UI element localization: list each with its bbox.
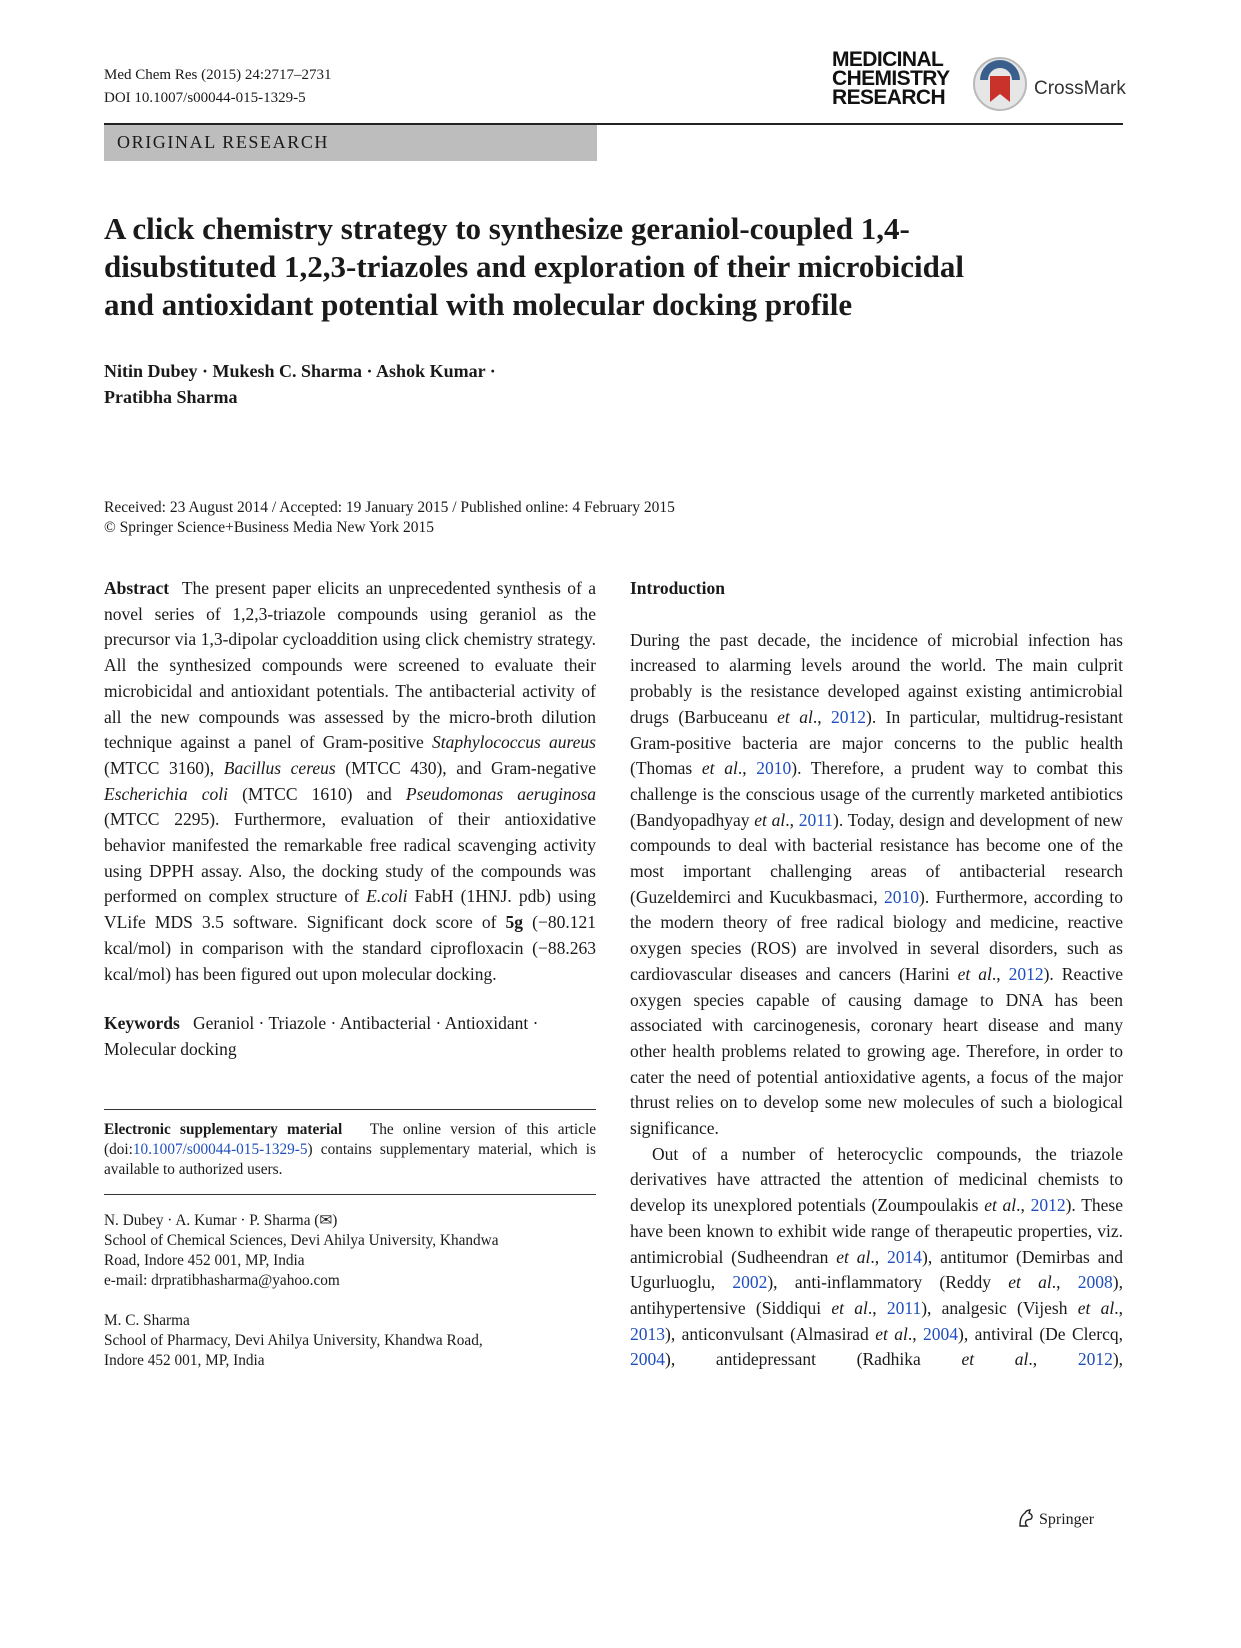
publisher-name: Springer	[1039, 1511, 1095, 1528]
text-run: .,	[1114, 1297, 1123, 1318]
text-run: ), antidepressant (Radhika	[665, 1349, 962, 1370]
italic-text: et al	[754, 809, 786, 830]
publisher-footer	[1017, 1508, 1094, 1529]
esm-label: Electronic supplementary material	[104, 1120, 343, 1138]
title-line: A click chemistry strategy to synthesize geraniol-coupled 1,4-	[104, 211, 910, 246]
text-run: ). Furthermore, according to the modern theory of free radical biology and medicine, reactive oxygen species (ROS) are involved in several disorders, such as cardiovascular diseases and cancers (Harini	[630, 886, 1123, 984]
journal-logo-block	[832, 48, 1126, 122]
reference-link[interactable]: 2013	[630, 1323, 665, 1344]
abstract-paragraph	[104, 576, 596, 987]
journal-logo	[832, 50, 982, 107]
journal-citation: Med Chem Res (2015) 24:2717–2731	[104, 67, 332, 83]
text-run: Out of a number of heterocyclic compounds, the triazole derivatives have attracted the attention of medicinal chemists to develop its unexplored potentials (Zoumpoulakis	[630, 1143, 1123, 1216]
text-run: ). Today, design and development of new compounds to deal with bacterial resistance has become one of the most important challenging areas of antibacterial research (Guzeldemirci and Kucukbasmaci,	[630, 809, 1123, 907]
crossmark-icon[interactable]	[972, 56, 1028, 112]
footnote-rule	[104, 1109, 596, 1110]
article-title	[104, 210, 1114, 324]
affiliation-line: Road, Indore 452 001, MP, India	[104, 1251, 305, 1269]
italic-text: et al	[957, 963, 992, 984]
keywords-block	[104, 1011, 596, 1062]
text-run: .,	[991, 963, 1009, 984]
copyright-line: © Springer Science+Business Media New York 2015	[104, 519, 435, 536]
reference-link[interactable]: 2010	[756, 758, 792, 779]
italic-text: et al	[836, 1246, 871, 1267]
italic-text: et al	[831, 1297, 868, 1318]
italic-text: et al	[961, 1349, 1029, 1370]
text-run: .,	[737, 758, 757, 779]
text-run: ), analgesic (Vijesh	[921, 1297, 1078, 1318]
text-run: The present paper elicits an unprecedented synthesis of a novel series of 1,2,3-triazole compounds using geraniol as the precursor via 1,3-dipolar cycloaddition using click chemistry strategy. All the synthesized compounds were screened to evaluate their microbicidal and antioxidant potentials. The antibacterial activity of all the new compounds was assessed by the micro-broth dilution technique against a panel of Gram-positive	[104, 578, 596, 753]
italic-text: Escherichia coli	[104, 783, 228, 804]
reference-link[interactable]: 2011	[886, 1297, 922, 1318]
reference-link[interactable]: 2008	[1077, 1272, 1113, 1293]
author-list	[104, 358, 496, 410]
author-line: Nitin Dubey · Mukesh C. Sharma · Ashok Kumar ·	[104, 361, 496, 381]
text-run: ), anti-inflammatory (Reddy	[767, 1272, 1009, 1293]
affiliation-line: School of Chemical Sciences, Devi Ahilya University, Khandwa	[104, 1231, 499, 1249]
italic-text: et al	[1077, 1297, 1115, 1318]
reference-link[interactable]: 2012	[1030, 1195, 1066, 1216]
reference-link[interactable]: 2010	[884, 886, 920, 907]
logo-line: MEDICINAL	[832, 48, 944, 71]
reference-link[interactable]: 2004	[630, 1349, 665, 1370]
journal-citation-block	[104, 64, 331, 110]
text-run: .,	[812, 706, 832, 727]
abstract-label: Abstract	[104, 578, 170, 598]
reference-link[interactable]: 2014	[887, 1246, 922, 1267]
text-run: (MTCC 430), and Gram-negative	[335, 757, 597, 778]
text-run: .,	[1028, 1349, 1078, 1370]
text-run: .,	[867, 1297, 887, 1318]
logo-line: RESEARCH	[832, 86, 946, 109]
text-run: .,	[870, 1246, 887, 1267]
italic-text: Staphylococcus aureus	[431, 732, 596, 753]
text-run: .,	[785, 809, 799, 830]
text-run: ). In particular, multidrug-resistant Gram-positive bacteria are major concerns to the public health (Thomas	[630, 706, 1124, 779]
italic-text: et al	[984, 1195, 1017, 1216]
affiliation-block	[104, 1211, 596, 1291]
text-run: (MTCC 3160),	[104, 757, 224, 778]
text-run: ) contains supplementary material, which is available to authorized users.	[104, 1140, 596, 1178]
affiliation-names: M. C. Sharma	[104, 1311, 190, 1329]
article-category: ORIGINAL RESEARCH	[117, 132, 330, 152]
italic-text: et al	[1008, 1272, 1052, 1293]
left-column	[104, 576, 596, 1371]
text-run: (MTCC 1610) and	[227, 783, 406, 804]
text-run: FabH (1HNJ. pdb) using VLife MDS 3.5 software. Significant dock score of	[104, 886, 596, 933]
reference-link[interactable]: 2004	[923, 1323, 959, 1344]
text-run: ). Therefore, a prudent way to combat this challenge is the conscious usage of the currently marketed antibiotics (Bandyopadhyay	[630, 758, 1123, 830]
reference-link[interactable]: 2012	[1077, 1349, 1113, 1370]
italic-text: et al	[777, 706, 813, 727]
text-run: ), antiviral (De Clercq,	[958, 1323, 1123, 1344]
text-run: .,	[907, 1323, 924, 1344]
text-run: ), antihypertensive (Siddiqui	[630, 1272, 1123, 1318]
abstract-text	[104, 578, 596, 984]
text-run: (MTCC 2295). Furthermore, evaluation of their antioxidative behavior manifested the remarkable free radical scavenging activity using DPPH assay. Also, the docking study of the compounds was performed on complex structure of	[104, 809, 596, 907]
crossmark-label[interactable]: CrossMark	[1034, 78, 1126, 99]
text-run: ),	[1112, 1349, 1124, 1370]
journal-doi: DOI 10.1007/s00044-015-1329-5	[104, 90, 306, 106]
section-heading: Introduction	[630, 578, 725, 598]
affiliation-line: Indore 452 001, MP, India	[104, 1351, 265, 1369]
text-run: .,	[1016, 1195, 1031, 1216]
text-run: ), antitumor (Demirbas and Ugurluoglu,	[630, 1246, 1123, 1293]
reference-link[interactable]: 2011	[798, 809, 834, 830]
italic-text: E.coli	[366, 886, 408, 907]
footnote-rule	[104, 1194, 596, 1195]
reference-link[interactable]: 2012	[831, 706, 867, 727]
springer-horse-icon	[1017, 1508, 1035, 1528]
text-run: The online version of this article (doi:	[104, 1120, 596, 1158]
affiliation-line: School of Pharmacy, Devi Ahilya University, Khandwa Road,	[104, 1331, 483, 1349]
bold-text: 5g	[505, 912, 524, 933]
reference-link[interactable]: 10.1007/s00044-015-1329-5	[132, 1140, 308, 1158]
italic-text: et al	[701, 758, 738, 779]
text-run: ). Reactive oxygen species capable of causing damage to DNA has been associated with carcinogenesis, coronary heart disease and many other health problems related to growing age. Therefore, in order to cater the need of potential antioxidative agents, a focus of the major thrust relies on to develop some new molecules of such a biological significance.	[630, 963, 1123, 1139]
reference-link[interactable]: 2002	[732, 1272, 768, 1293]
article-history	[104, 498, 675, 538]
affiliation-names: N. Dubey · A. Kumar · P. Sharma (✉)	[104, 1211, 338, 1229]
affiliation-block	[104, 1311, 596, 1371]
logo-line: CHEMISTRY	[832, 67, 950, 90]
text-run: .,	[1051, 1272, 1078, 1293]
esm-note	[104, 1120, 596, 1180]
text-run: (−80.121 kcal/mol) in comparison with the standard ciprofloxacin (−88.263 kcal/mol) has been figured out upon molecular docking.	[104, 912, 596, 984]
intro-paragraph	[630, 1142, 1123, 1373]
keywords-label: Keywords	[104, 1013, 180, 1034]
text-run: During the past decade, the incidence of microbial infection has increased to alarming levels around the world. The main culprit probably is the resistance developed against existing antimicrobial drugs (Barbuceanu	[630, 629, 1123, 727]
italic-text: Bacillus cereus	[223, 757, 336, 778]
intro-paragraph	[630, 628, 1123, 1142]
italic-text: et al	[875, 1323, 908, 1344]
right-column	[630, 576, 1123, 1373]
email-link[interactable]: e-mail: drpratibhasharma@yahoo.com	[104, 1271, 340, 1289]
history-dates: Received: 23 August 2014 / Accepted: 19 January 2015 / Published online: 4 February 2015	[104, 499, 675, 516]
italic-text: Pseudomonas aeruginosa	[405, 783, 596, 804]
text-run: ), anticonvulsant (Almasirad	[665, 1323, 876, 1344]
title-line: disubstituted 1,2,3-triazoles and exploration of their microbicidal	[104, 249, 964, 284]
title-line: and antioxidant potential with molecular docking profile	[104, 287, 853, 322]
reference-link[interactable]: 2012	[1008, 963, 1044, 984]
keywords-text: Geraniol · Triazole · Antibacterial · Antioxidant · Molecular docking	[104, 1013, 539, 1059]
author-line: Pratibha Sharma	[104, 387, 238, 407]
text-run: ). These have been known to exhibit wide range of therapeutic properties, viz. antimicrobial (Sudheendran	[630, 1195, 1123, 1267]
abstract-block	[104, 576, 596, 987]
